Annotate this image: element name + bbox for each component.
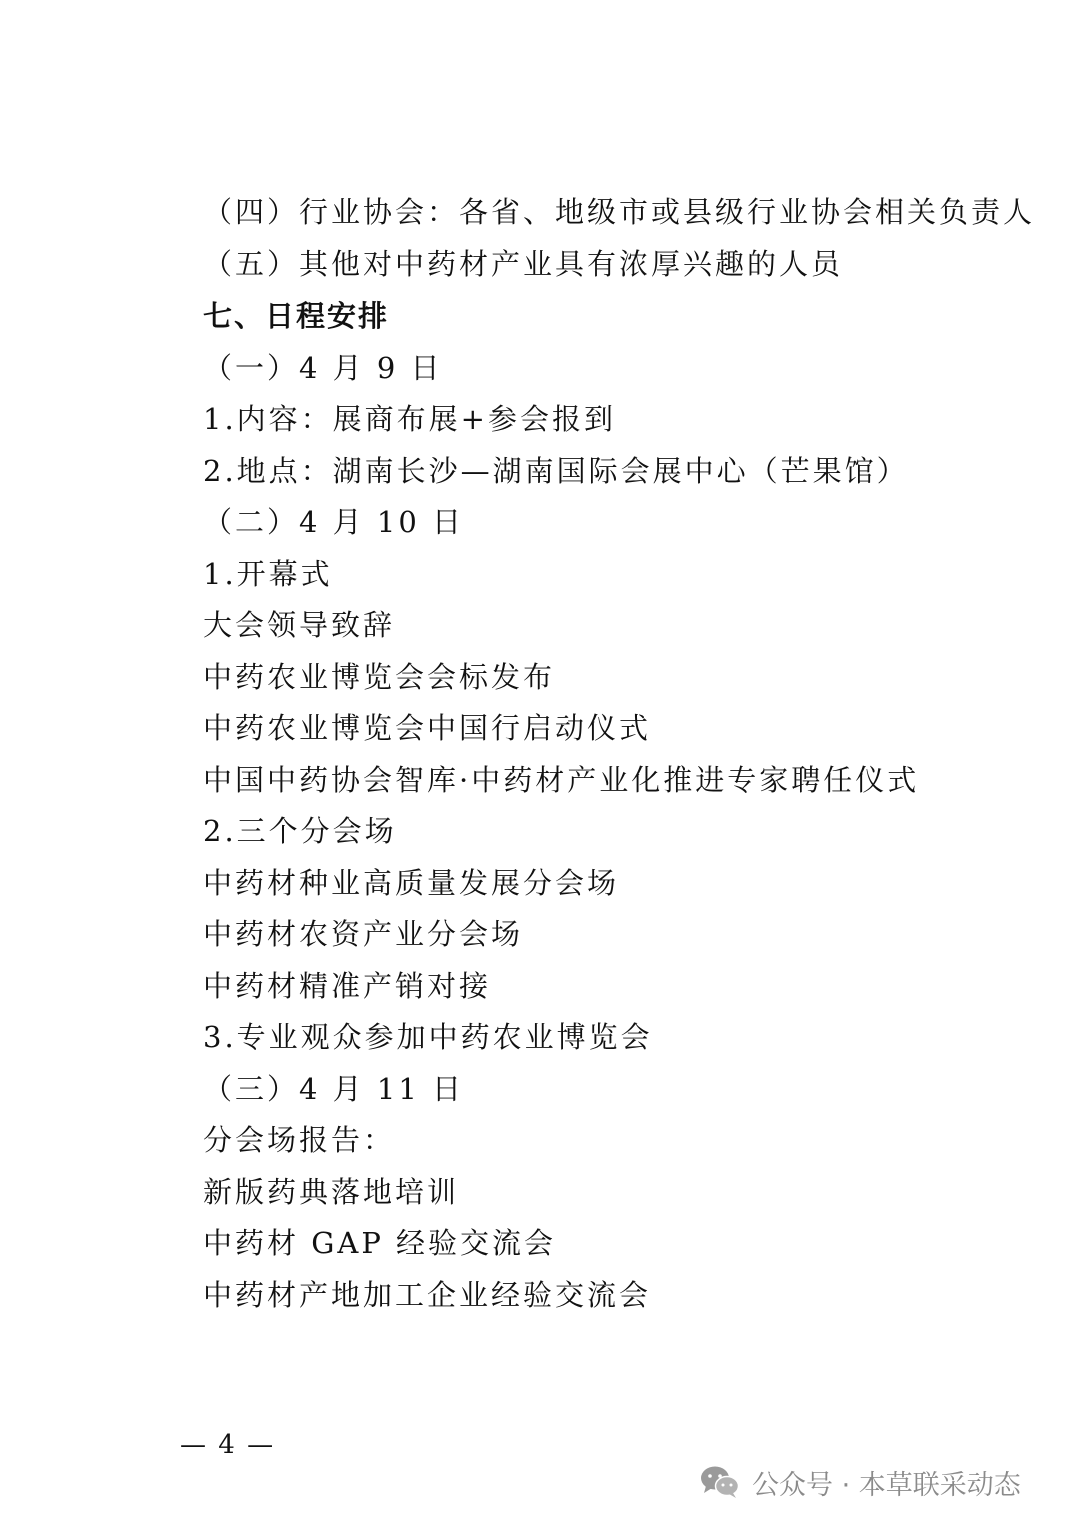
text-line: （二）4 月 10 日 xyxy=(203,505,465,539)
text-line: 中药材 GAP 经验交流会 xyxy=(203,1226,557,1260)
watermark-text: 公众号 · 本草联采动态 xyxy=(752,1469,1021,1501)
text-line: 3.专业观众参加中药农业博览会 xyxy=(203,1020,653,1054)
text-line: （一）4 月 9 日 xyxy=(203,351,443,385)
text-line: （三）4 月 11 日 xyxy=(203,1072,465,1106)
text-line: 新版药典落地培训 xyxy=(203,1175,460,1209)
text-line: （五）其他对中药材产业具有浓厚兴趣的人员 xyxy=(203,247,844,281)
text-line: 中药材农资产业分会场 xyxy=(203,917,524,951)
text-line: 中国中药协会智库·中药材产业化推进专家聘任仪式 xyxy=(203,763,920,797)
text-line: （四）行业协会：各省、地级市或县级行业协会相关负责人 xyxy=(203,195,1036,229)
watermark xyxy=(700,1462,1021,1502)
text-line: 1.内容：展商布展+参会报到 xyxy=(203,402,616,436)
text-line: 中药农业博览会会标发布 xyxy=(203,660,556,694)
section-heading: 七、日程安排 xyxy=(203,299,390,333)
text-line: 2.三个分会场 xyxy=(203,814,397,848)
text-line: 中药材产地加工企业经验交流会 xyxy=(203,1278,652,1312)
text-line: 2.地点：湖南长沙—湖南国际会展中心（芒果馆） xyxy=(203,454,909,488)
text-line: 中药材精准产销对接 xyxy=(203,969,492,1003)
text-line: 大会领导致辞 xyxy=(203,608,396,642)
page-number: — 4 — xyxy=(180,1430,276,1460)
text-line: 1.开幕式 xyxy=(203,557,333,591)
wechat-icon xyxy=(700,1465,740,1499)
text-line: 中药农业博览会中国行启动仪式 xyxy=(203,711,652,745)
text-line: 分会场报告： xyxy=(203,1123,396,1157)
text-line: 中药材种业高质量发展分会场 xyxy=(203,866,620,900)
